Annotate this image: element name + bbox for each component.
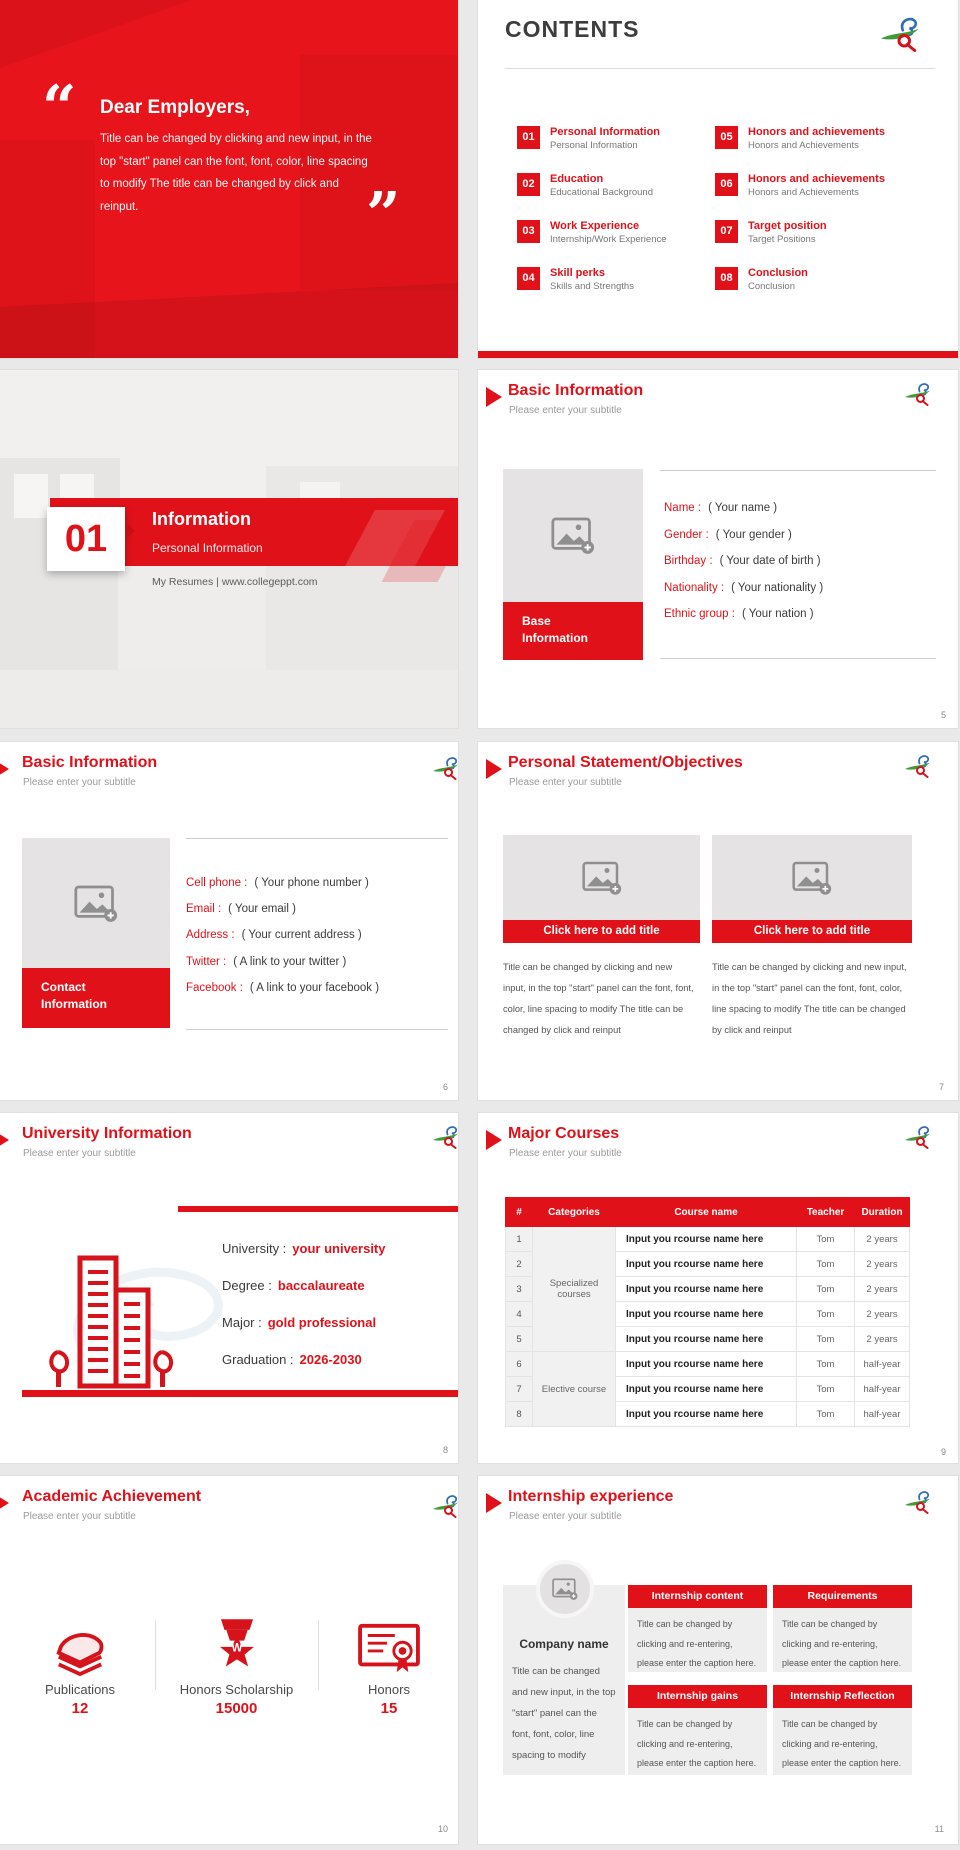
field-birthday xyxy=(664,555,821,567)
open-quote-icon: “ xyxy=(42,73,77,143)
courses-table xyxy=(505,1197,910,1427)
item-title: Work Experience xyxy=(550,220,640,232)
block-title-internship-gains[interactable]: Internship gains xyxy=(628,1685,767,1708)
building-photo-shape xyxy=(14,474,48,518)
field-nationality xyxy=(664,582,823,594)
scholarship-medal-icon xyxy=(212,1616,262,1676)
slide-personal-statement[interactable] xyxy=(478,742,958,1100)
field-label: Email : xyxy=(186,903,222,915)
slide-academic-achievement[interactable] xyxy=(0,1476,458,1844)
page-number: 5 xyxy=(940,710,946,720)
slide-major-courses[interactable] xyxy=(478,1113,958,1463)
item-number-badge: 04 xyxy=(517,267,540,290)
item-subtitle: Skills and Strengths xyxy=(550,281,634,292)
section-arrow-icon xyxy=(486,759,502,779)
add-image-icon xyxy=(582,861,622,895)
table-row: 5 Input you rcourse name here Tom 2 years xyxy=(506,1327,910,1352)
row-value: your university xyxy=(292,1241,386,1256)
add-title-button[interactable]: Click here to add title xyxy=(712,920,912,943)
field-value: ( Your current address ) xyxy=(241,929,362,941)
divider xyxy=(660,658,936,659)
slide-subtitle: Please enter your subtitle xyxy=(509,1511,622,1522)
building-photo-ground xyxy=(0,670,458,728)
image-placeholder[interactable] xyxy=(712,835,912,920)
close-quote-icon: ” xyxy=(366,180,401,250)
block-title-requirements[interactable]: Requirements xyxy=(773,1585,912,1608)
field-gender xyxy=(664,529,792,541)
table-header-row xyxy=(506,1198,910,1227)
block-body: Title can be changed by clicking and re-entering, please enter the caption here. xyxy=(628,1608,767,1672)
divider xyxy=(318,1620,319,1690)
company-body-text: Title can be changed and new input, in the top "start" panel can the font, font, color, line spacing to modify xyxy=(512,1666,616,1761)
table-row: 7 Input you rcourse name here Tom half-year xyxy=(506,1377,910,1402)
field-value: ( Your nation ) xyxy=(741,608,814,620)
block-body: Title can be changed by clicking and re-entering, please enter the caption here. xyxy=(773,1608,912,1672)
section-arrow-icon xyxy=(0,759,9,779)
slide-internship-experience[interactable] xyxy=(478,1476,958,1844)
field-name xyxy=(664,502,777,514)
brand-logo-icon xyxy=(430,1494,458,1518)
col-header: Teacher xyxy=(797,1198,855,1227)
row-label: Degree : xyxy=(222,1278,272,1293)
brand-logo-icon xyxy=(902,382,932,406)
divider xyxy=(186,1029,448,1030)
banner-notch xyxy=(125,522,135,540)
cover-footer: My Resumes | www.collegeppt.com xyxy=(152,576,318,588)
slide-title: Internship experience xyxy=(508,1488,674,1505)
field-value: ( Your phone number ) xyxy=(254,877,369,889)
item-number-badge: 07 xyxy=(715,220,738,243)
stat-label: Publications xyxy=(44,1682,116,1697)
slide-subtitle: Please enter your subtitle xyxy=(509,1148,622,1159)
table-row: 3 Input you rcourse name here Tom 2 years xyxy=(506,1277,910,1302)
field-facebook xyxy=(186,982,379,994)
quote-body: Title can be changed by clicking and new input, in the top "start" panel can the font, font, color, line spacing to modify The title can be changed by click and reinput. xyxy=(100,133,372,213)
row-value: gold professional xyxy=(267,1315,377,1330)
item-title: Honors and achievements xyxy=(748,126,885,138)
item-title: Personal Information xyxy=(550,126,661,138)
slide-title: Personal Statement/Objectives xyxy=(508,754,743,771)
item-title: Education xyxy=(550,173,604,185)
col-header: # xyxy=(506,1198,533,1227)
stat-label: Honors Scholarship xyxy=(179,1682,294,1697)
quote-title: Dear Employers, xyxy=(100,97,250,118)
table-row: 4 Input you rcourse name here Tom 2 years xyxy=(506,1302,910,1327)
field-twitter xyxy=(186,956,346,968)
card-body-text: Title can be changed by clicking and new input, in the top "start" panel can the font, font, color, line spacing to modify The title can be changed by click and reinput xyxy=(712,962,907,1035)
certificate-icon xyxy=(358,1622,420,1676)
item-title: Honors and achievements xyxy=(748,173,885,185)
field-value: ( A link to your twitter ) xyxy=(233,956,347,968)
add-image-icon xyxy=(552,1578,578,1600)
category-cell: Elective course xyxy=(533,1352,616,1427)
field-label: Name : xyxy=(664,502,702,514)
field-value: ( Your date of birth ) xyxy=(719,555,821,567)
item-subtitle: Internship/Work Experience xyxy=(550,234,667,245)
field-ethnic-group xyxy=(664,608,814,620)
slide-title: Major Courses xyxy=(508,1125,620,1142)
item-number-badge: 08 xyxy=(715,267,738,290)
row-value: 2026-2030 xyxy=(299,1352,362,1367)
field-label: Cell phone : xyxy=(186,877,248,889)
slide-subtitle: Please enter your subtitle xyxy=(23,1511,136,1522)
bottom-accent-bar xyxy=(478,351,958,358)
category-cell: Specialized courses xyxy=(533,1227,616,1352)
slide-title: Basic Information xyxy=(22,754,158,771)
brand-logo-icon xyxy=(902,1125,932,1149)
section-number: 01 xyxy=(47,507,125,571)
svg-text:W: W xyxy=(231,1641,242,1655)
divider xyxy=(505,68,935,69)
cover-title: Information xyxy=(152,509,251,529)
image-placeholder[interactable] xyxy=(503,835,700,920)
item-title: Skill perks xyxy=(550,267,606,279)
cover-subtitle: Personal Information xyxy=(152,541,263,555)
field-value: ( Your email ) xyxy=(228,903,296,915)
page-number: 6 xyxy=(442,1082,448,1092)
stat-honors-scholarship xyxy=(160,1614,313,1717)
field-label: Birthday : xyxy=(664,555,713,567)
item-title: Conclusion xyxy=(748,267,808,279)
field-label: Address : xyxy=(186,929,235,941)
photo-label xyxy=(503,602,643,660)
divider xyxy=(186,838,448,839)
table-row: 2 Input you rcourse name here Tom 2 years xyxy=(506,1252,910,1277)
brand-logo-icon xyxy=(430,1125,458,1149)
block-body: Title can be changed by clicking and re-entering, please enter the caption here. xyxy=(628,1708,767,1775)
field-value: ( Your gender ) xyxy=(715,529,792,541)
row-value: baccalaureate xyxy=(277,1278,365,1293)
photo-label-line1: Base xyxy=(522,614,551,628)
slide-contents[interactable] xyxy=(478,0,958,358)
page-number: 7 xyxy=(938,1082,944,1092)
item-subtitle: Honors and Achievements xyxy=(748,140,859,151)
add-title-button[interactable]: Click here to add title xyxy=(503,920,700,943)
slide-basic-information[interactable] xyxy=(478,370,958,728)
item-title: Target position xyxy=(748,220,827,232)
stat-label: Honors xyxy=(368,1682,410,1697)
col-header: Course name xyxy=(616,1198,797,1227)
publications-books-icon xyxy=(49,1622,111,1676)
divider xyxy=(660,470,936,471)
item-subtitle: Target Positions xyxy=(748,234,816,245)
table-row: 6 Elective course Input you rcourse name here Tom half-year xyxy=(506,1352,910,1377)
brand-logo-icon xyxy=(902,754,932,778)
slide-title: Basic Information xyxy=(508,382,644,399)
brand-logo-icon xyxy=(876,16,922,52)
item-number-badge: 06 xyxy=(715,173,738,196)
photo-placeholder[interactable] xyxy=(22,838,170,968)
item-subtitle: Honors and Achievements xyxy=(748,187,859,198)
section-arrow-icon xyxy=(486,1493,502,1513)
photo-label-line2: Information xyxy=(522,631,588,645)
row-label: Graduation : xyxy=(222,1352,294,1367)
slide-subtitle: Please enter your subtitle xyxy=(509,777,622,788)
page-number: 10 xyxy=(437,1824,448,1834)
slide-subtitle: Please enter your subtitle xyxy=(23,1148,136,1159)
photo-placeholder[interactable] xyxy=(503,469,643,602)
contents-title: CONTENTS xyxy=(505,16,640,42)
page-number: 9 xyxy=(940,1447,946,1457)
page-number: 8 xyxy=(442,1445,448,1455)
brand-logo-icon xyxy=(430,756,458,780)
slide-university-information[interactable] xyxy=(0,1113,458,1463)
card-body-text: Title can be changed by clicking and new input, in the top "start" panel can the font, font, color, line spacing to modify The title can be changed by click and reinput xyxy=(503,962,694,1035)
table-row: 8 Input you rcourse name here Tom half-year xyxy=(506,1402,910,1427)
block-body: Title can be changed by clicking and re-entering, please enter the caption here. xyxy=(773,1708,912,1775)
slide-section-cover[interactable] xyxy=(0,370,458,728)
item-subtitle: Conclusion xyxy=(748,281,795,292)
section-arrow-icon xyxy=(0,1493,9,1513)
stat-value: 15000 xyxy=(215,1700,258,1717)
university-building-icon xyxy=(44,1252,176,1390)
item-subtitle: Personal Information xyxy=(550,140,638,151)
section-arrow-icon xyxy=(486,1130,502,1150)
divider xyxy=(155,1620,156,1690)
item-number-badge: 05 xyxy=(715,126,738,149)
field-value: ( Your nationality ) xyxy=(731,582,824,594)
company-photo-placeholder[interactable] xyxy=(536,1560,594,1618)
slide-title: University Information xyxy=(22,1125,192,1142)
add-image-icon xyxy=(74,885,118,922)
stat-honors xyxy=(323,1614,455,1717)
photo-label-line1: Contact xyxy=(41,980,86,994)
field-value: ( A link to your facebook ) xyxy=(249,982,380,994)
block-title-internship-reflection[interactable]: Internship Reflection xyxy=(773,1685,912,1708)
photo-label-line2: Information xyxy=(41,997,107,1011)
stat-value: 12 xyxy=(71,1700,89,1717)
item-subtitle: Educational Background xyxy=(550,187,653,198)
field-cell-phone xyxy=(186,877,369,889)
company-name: Company name xyxy=(519,1637,609,1651)
item-number-badge: 01 xyxy=(517,126,540,149)
slide-subtitle: Please enter your subtitle xyxy=(509,405,622,416)
field-label: Nationality : xyxy=(664,582,725,594)
field-label: Ethnic group : xyxy=(664,608,735,620)
add-image-icon xyxy=(792,861,832,895)
photo-label xyxy=(22,968,170,1028)
field-label: Facebook : xyxy=(186,982,243,994)
field-label: Twitter : xyxy=(186,956,227,968)
stat-value: 15 xyxy=(380,1700,398,1717)
major-row xyxy=(222,1315,376,1330)
col-header: Categories xyxy=(533,1198,616,1227)
section-arrow-icon xyxy=(0,1130,9,1150)
university-row xyxy=(222,1241,386,1256)
row-label: Major : xyxy=(222,1315,262,1330)
page-number: 11 xyxy=(934,1824,944,1834)
slide-quote-cover[interactable] xyxy=(0,0,458,358)
stat-publications xyxy=(5,1614,155,1717)
slide-subtitle: Please enter your subtitle xyxy=(23,777,136,788)
field-value: ( Your name ) xyxy=(708,502,778,514)
slide-title: Academic Achievement xyxy=(22,1488,202,1505)
item-number-badge: 03 xyxy=(517,220,540,243)
row-label: University : xyxy=(222,1241,287,1256)
degree-row xyxy=(222,1278,365,1293)
section-arrow-icon xyxy=(486,387,502,407)
accent-line-bottom xyxy=(22,1390,458,1397)
field-address xyxy=(186,929,362,941)
block-title-internship-content[interactable]: Internship content xyxy=(628,1585,767,1608)
add-image-icon xyxy=(551,517,595,554)
field-label: Gender : xyxy=(664,529,709,541)
table-row: 1 Specialized courses Input you rcourse name here Tom 2 years xyxy=(506,1227,910,1252)
item-number-badge: 02 xyxy=(517,173,540,196)
field-email xyxy=(186,903,296,915)
graduation-row xyxy=(222,1352,362,1367)
brand-logo-icon xyxy=(902,1490,932,1514)
slide-contact-information[interactable] xyxy=(0,742,458,1100)
accent-line-top xyxy=(178,1206,458,1212)
col-header: Duration xyxy=(855,1198,910,1227)
